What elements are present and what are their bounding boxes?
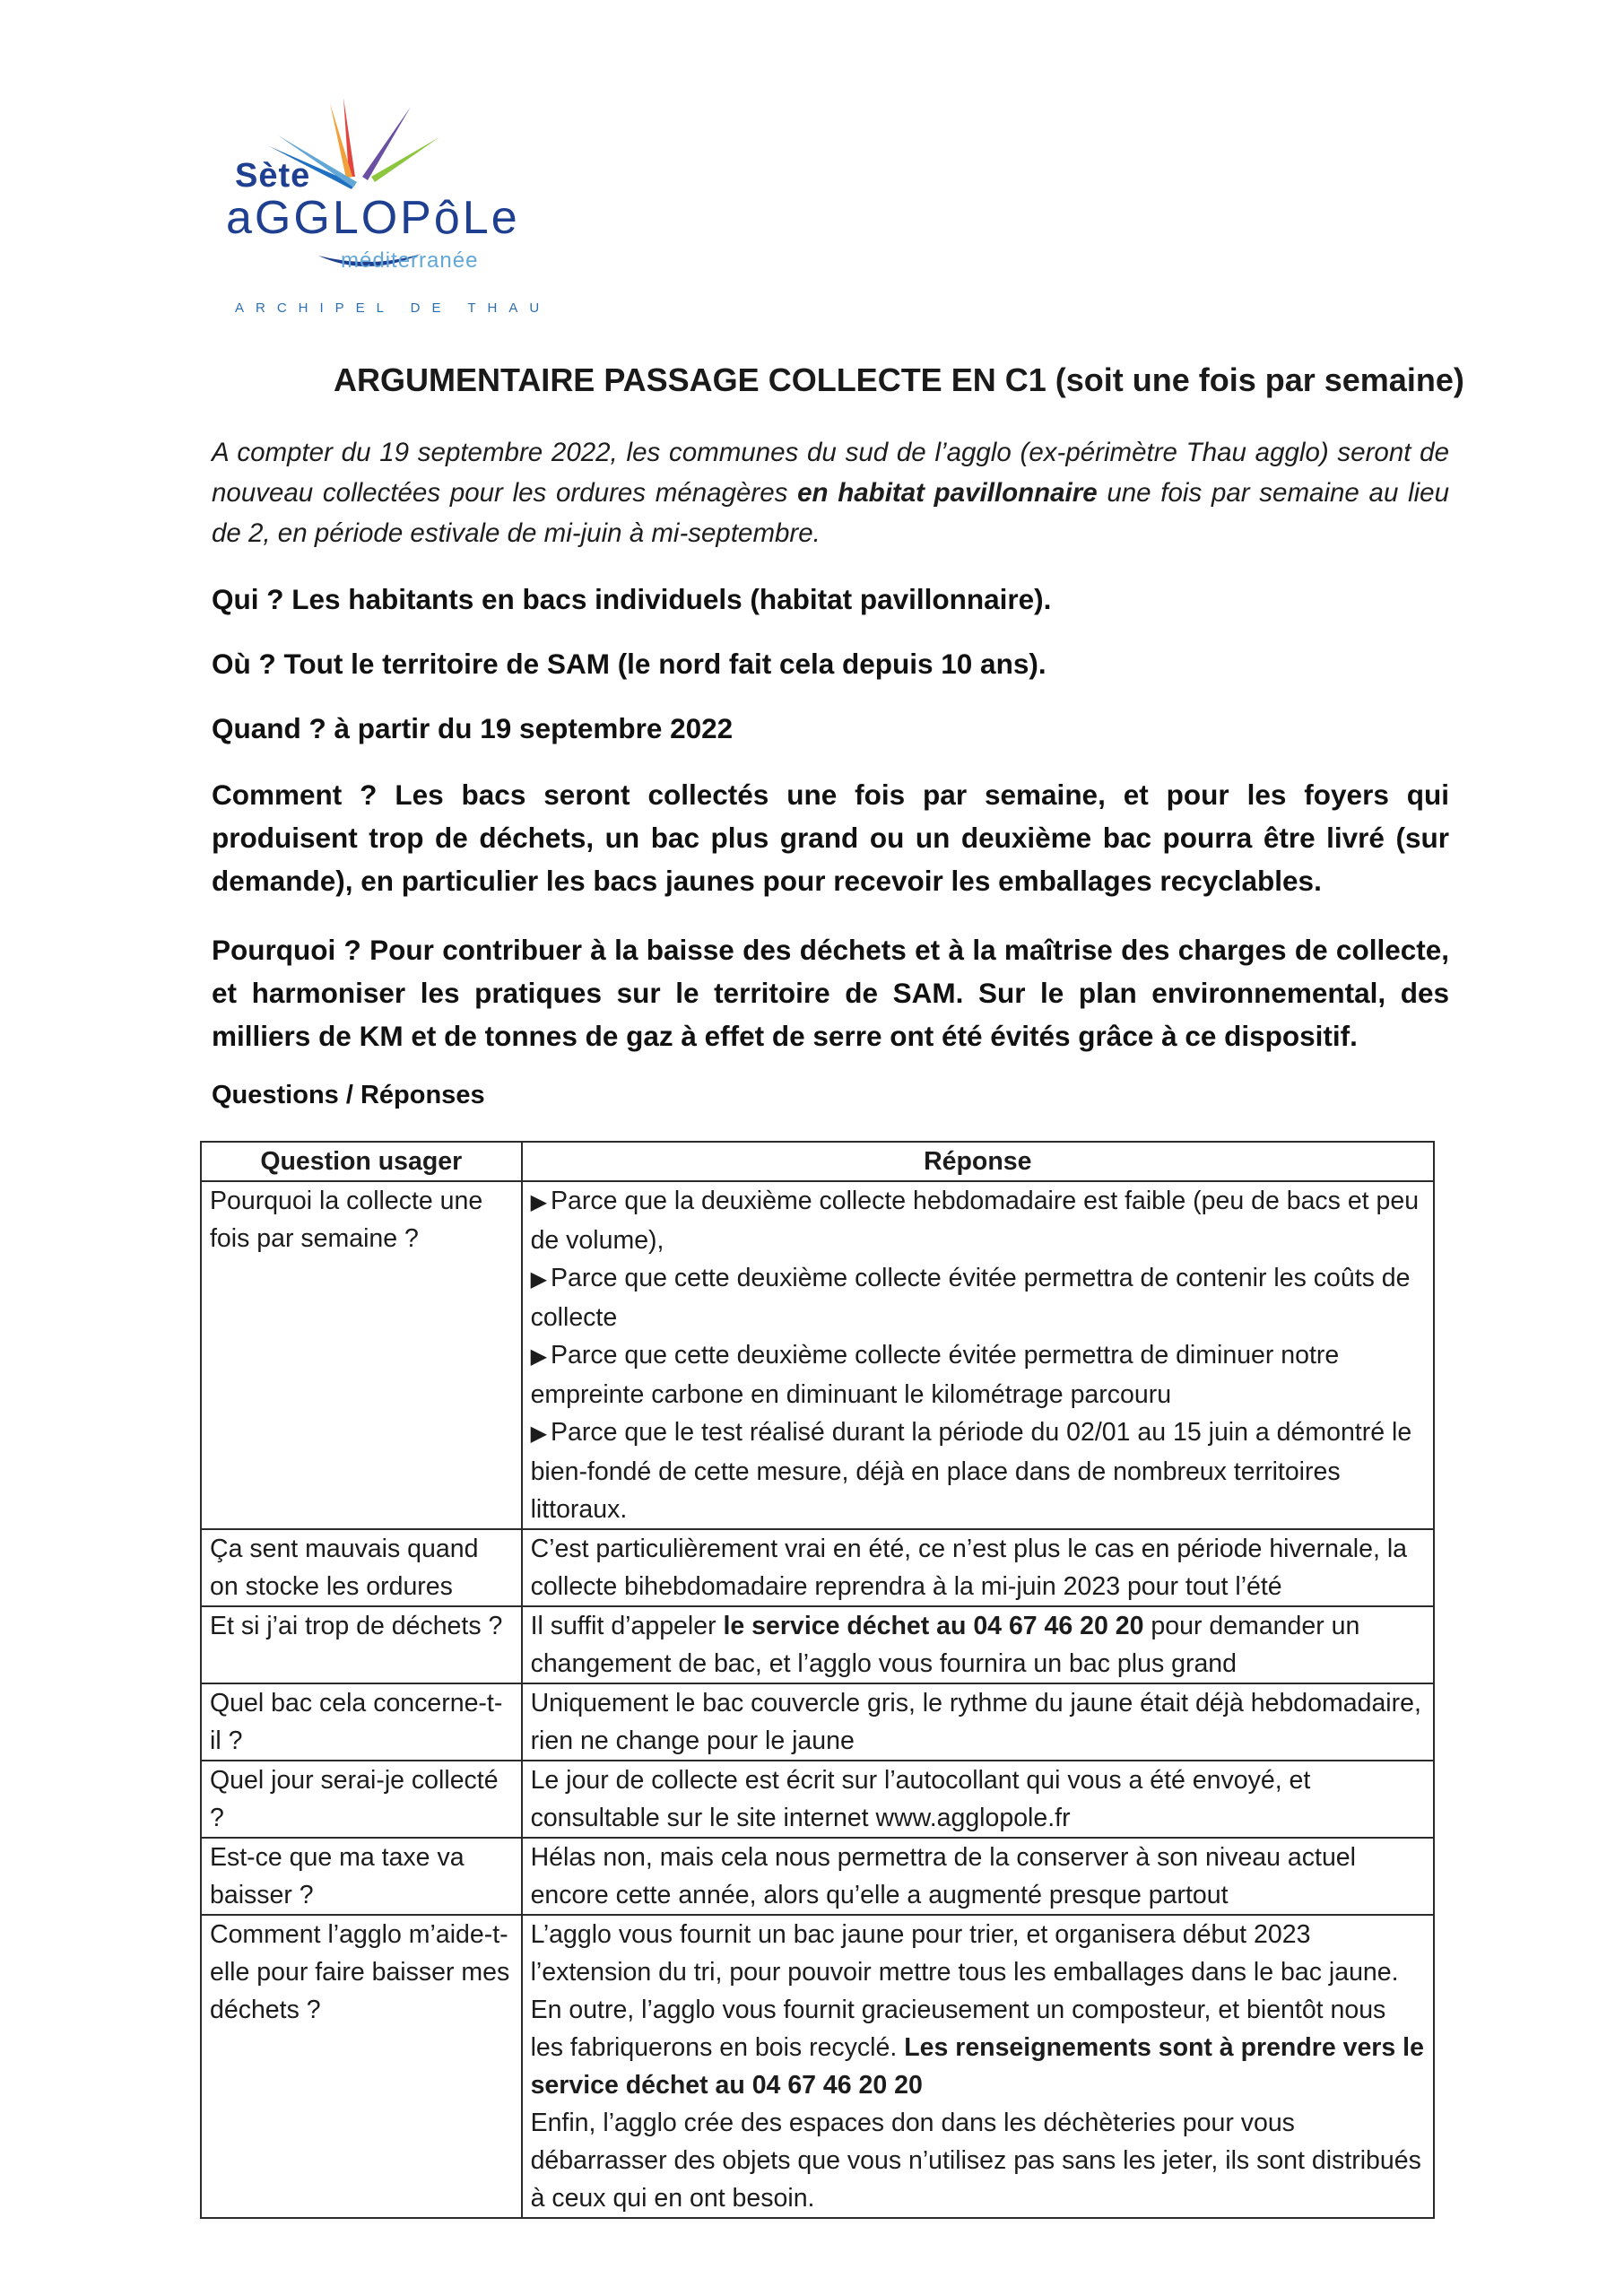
intro-paragraph bbox=[212, 432, 1449, 553]
answer-paragraph: L’agglo vous fournit un bac jaune pour trier, et organisera début 2023 l’extension du tri, pour pouvoir mettre tous les emballages dans le bac jaune. bbox=[530, 1920, 1399, 1987]
document-title: ARGUMENTAIRE PASSAGE COLLECTE EN C1 (soit une fois par semaine) bbox=[334, 361, 1464, 398]
answer-cell bbox=[522, 1606, 1434, 1683]
answer-text: Parce que le test réalisé durant la période du 02/01 au 15 juin a démontré le bien-fondé de cette mesure, déjà en place dans de nombreux territoires littoraux. bbox=[530, 1418, 1412, 1524]
answer-text: Parce que la deuxième collecte hebdomadaire est faible (peu de bacs et peu de volume), bbox=[530, 1187, 1420, 1255]
table-row bbox=[201, 1181, 1434, 1529]
answer-text: Parce que cette deuxième collecte évitée permettra de contenir les coûts de collecte bbox=[530, 1264, 1411, 1332]
intro-text-bold: en habitat pavillonnaire bbox=[797, 478, 1098, 508]
table-header-row bbox=[201, 1142, 1434, 1181]
answer-bold-text: Les renseignements sont à prendre vers le service déchet au 04 67 46 20 20 bbox=[530, 2033, 1424, 2100]
bullet-triangle-icon: ▶ bbox=[530, 1267, 548, 1292]
column-header-reponse: Réponse bbox=[522, 1142, 1434, 1181]
answer-paragraph bbox=[531, 1991, 1425, 2104]
answer-cell: Uniquement le bac couvercle gris, le rythme du jaune était déjà hebdomadaire, rien ne change pour le jaune bbox=[522, 1683, 1434, 1761]
table-row bbox=[201, 1683, 1434, 1761]
agglopole-logo bbox=[224, 94, 551, 327]
question-cell: Quel bac cela concerne-t-il ? bbox=[201, 1683, 522, 1761]
intro-text-start: A compter du 19 septembre 2022, les communes du sud de l’agglo (ex-périmètre Thau agglo) seront de nouveau collectées pour les ordures ménagères bbox=[212, 438, 1449, 508]
answer-text: pour demander un changement de bac, et l’agglo vous fournira un bac plus grand bbox=[530, 1612, 1360, 1678]
question-cell: Et si j’ai trop de déchets ? bbox=[201, 1606, 522, 1683]
answer-cell bbox=[522, 1915, 1434, 2218]
logo-sete-text: Sète bbox=[235, 157, 311, 195]
answer-bullet-item bbox=[531, 1336, 1425, 1413]
question-cell: Quel jour serai-je collecté ? bbox=[201, 1761, 522, 1838]
answer-text: En outre, l’agglo vous fournit gracieusement un composteur, et bientôt nous les fabriquerons en bois recyclé. bbox=[530, 1996, 1386, 2062]
logo-tagline: ARCHIPEL DE THAU bbox=[235, 300, 551, 316]
table-row bbox=[201, 1606, 1434, 1683]
answer-text: Parce que cette deuxième collecte évitée permettra de diminuer notre empreinte carbone en diminuant le kilométrage parcouru bbox=[530, 1341, 1340, 1409]
table-row bbox=[201, 1838, 1434, 1915]
answer-bullet-item bbox=[531, 1259, 1425, 1336]
answer-bullet-item bbox=[531, 1182, 1425, 1259]
phone-number-text: le service déchet au 04 67 46 20 20 bbox=[723, 1612, 1144, 1640]
answer-cell: Le jour de collecte est écrit sur l’autocollant qui vous a été envoyé, et consultable sur le site internet www.agglopole.fr bbox=[522, 1761, 1434, 1838]
answer-cell: C’est particulièrement vrai en été, ce n’est plus le cas en période hivernale, la collecte bihebdomadaire reprendra à la mi-juin 2023 pour tout l’été bbox=[522, 1529, 1434, 1606]
answer-paragraph: Enfin, l’agglo crée des espaces don dans les déchèteries pour vous débarrasser des objets que vous n’utilisez pas sans les jeter, ils sont distribués à ceux qui en ont besoin. bbox=[530, 2109, 1421, 2213]
qa-pourquoi: Pourquoi ? Pour contribuer à la baisse des déchets et à la maîtrise des charges de collecte, et harmoniser les pratiques sur le territoire de SAM. Sur le plan environnemental, des milliers de KM et de tonnes de gaz à effet de serre ont été évités grâce à ce dispositif. bbox=[212, 934, 1449, 1052]
answer-cell: Hélas non, mais cela nous permettra de la conserver à son niveau actuel encore cette année, alors qu’elle a augmenté presque partout bbox=[522, 1838, 1434, 1915]
logo-agglopole-text: aGGLOPôLe bbox=[226, 192, 520, 244]
section-heading: Questions / Réponses bbox=[212, 1081, 485, 1109]
answer-bullet-item bbox=[531, 1413, 1425, 1528]
column-header-question: Question usager bbox=[201, 1142, 522, 1181]
bullet-triangle-icon: ▶ bbox=[530, 1422, 548, 1446]
qa-qui: Qui ? Les habitants en bacs individuels (habitat pavillonnaire). bbox=[212, 583, 1052, 615]
question-cell: Comment l’agglo m’aide-t-elle pour faire baisser mes déchets ? bbox=[201, 1915, 522, 2218]
logo-mediterranee-text: méditerranée bbox=[341, 248, 479, 273]
bullet-triangle-icon: ▶ bbox=[530, 1344, 548, 1369]
intro-text-end: une fois par semaine au lieu de 2, en période estivale de mi-juin à mi-septembre. bbox=[212, 478, 1449, 548]
question-cell: Ça sent mauvais quand on stocke les ordures bbox=[201, 1529, 522, 1606]
qa-quand: Quand ? à partir du 19 septembre 2022 bbox=[212, 712, 734, 744]
answer-cell bbox=[522, 1181, 1434, 1529]
qa-ou: Où ? Tout le territoire de SAM (le nord fait cela depuis 10 ans). bbox=[212, 648, 1046, 680]
bullet-triangle-icon: ▶ bbox=[530, 1190, 548, 1214]
question-cell: Est-ce que ma taxe va baisser ? bbox=[201, 1838, 522, 1915]
answer-text: Il suffit d’appeler bbox=[530, 1612, 724, 1640]
question-cell: Pourquoi la collecte une fois par semaine ? bbox=[201, 1181, 522, 1529]
table-row bbox=[201, 1915, 1434, 2218]
qa-comment: Comment ? Les bacs seront collectés une fois par semaine, et pour les foyers qui produisent trop de déchets, un bac plus grand ou un deuxième bac pourra être livré (sur demande), en particulier les bacs jaunes pour recevoir les emballages recyclables. bbox=[212, 778, 1449, 897]
table-row bbox=[201, 1529, 1434, 1606]
table-row bbox=[201, 1761, 1434, 1838]
faq-table bbox=[200, 1141, 1435, 2219]
